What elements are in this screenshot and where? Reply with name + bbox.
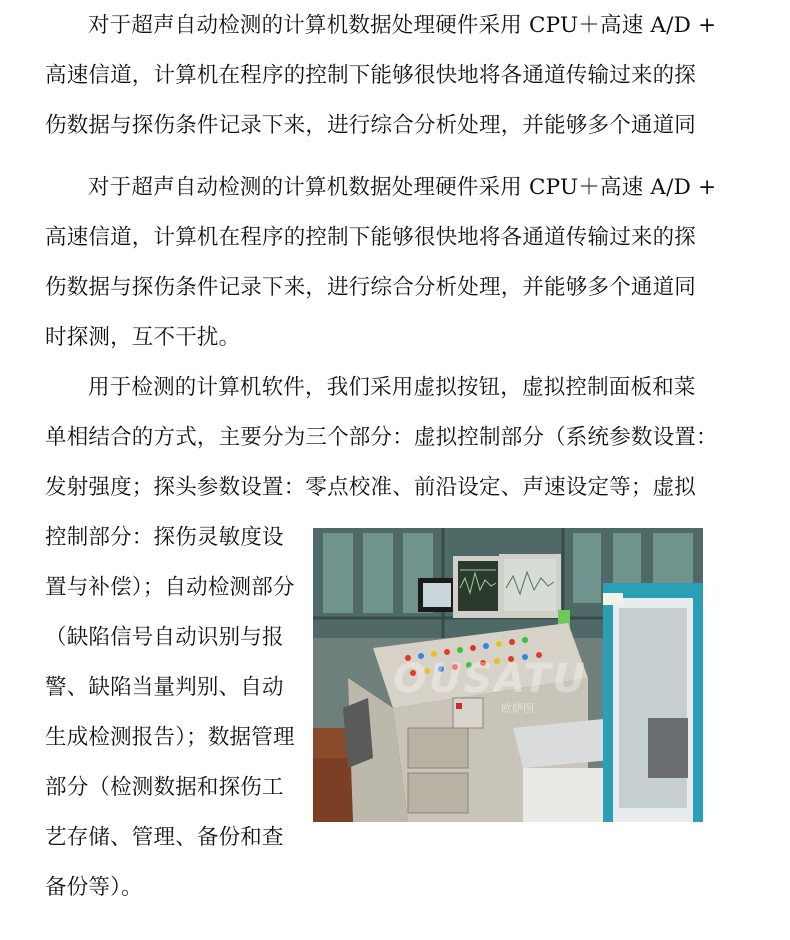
text-line: （缺陷信号自动识别与报 xyxy=(45,625,284,650)
text-line: 艺存储、管理、备份和查 xyxy=(45,825,284,850)
text-line: 发射强度；探头参数设置：零点校准、前沿设定、声速设定等；虚拟 xyxy=(45,475,697,500)
text-line: 高速信道，计算机在程序的控制下能够很快地将各通道传输过来的探 xyxy=(45,63,697,88)
text-line: 单相结合的方式，主要分为三个部分：虚拟控制部分（系统参数设置： xyxy=(45,425,718,450)
text-line: 部分（检测数据和探伤工 xyxy=(45,775,284,800)
text-line: 对于超声自动检测的计算机数据处理硬件采用 CPU＋高速 A/D + xyxy=(88,13,717,38)
text-line: 伤数据与探伤条件记录下来，进行综合分析处理，并能够多个通道同 xyxy=(45,113,697,138)
text-line: 用于检测的计算机软件，我们采用虚拟按钮，虚拟控制面板和菜 xyxy=(88,375,696,400)
text-line: 对于超声自动检测的计算机数据处理硬件采用 CPU＋高速 A/D + xyxy=(88,175,717,200)
text-line: 警、缺陷当量判别、自动 xyxy=(45,675,284,700)
watermark-logo: OUSATU xyxy=(393,656,588,702)
text-line: 高速信道，计算机在程序的控制下能够很快地将各通道传输过来的探 xyxy=(45,225,697,250)
watermark-subtext: 欧萨图 xyxy=(501,702,534,715)
text-line: 伤数据与探伤条件记录下来，进行综合分析处理，并能够多个通道同 xyxy=(45,275,697,300)
text-line: 备份等）。 xyxy=(45,875,143,900)
text-line: 控制部分：探伤灵敏度设 xyxy=(45,525,284,550)
control-console-photo xyxy=(313,528,703,822)
text-line: 置与补偿）；自动检测部分 xyxy=(45,575,295,600)
text-line: 生成检测报告）；数据管理 xyxy=(45,725,295,750)
text-line: 时探测，互不干扰。 xyxy=(45,325,241,350)
